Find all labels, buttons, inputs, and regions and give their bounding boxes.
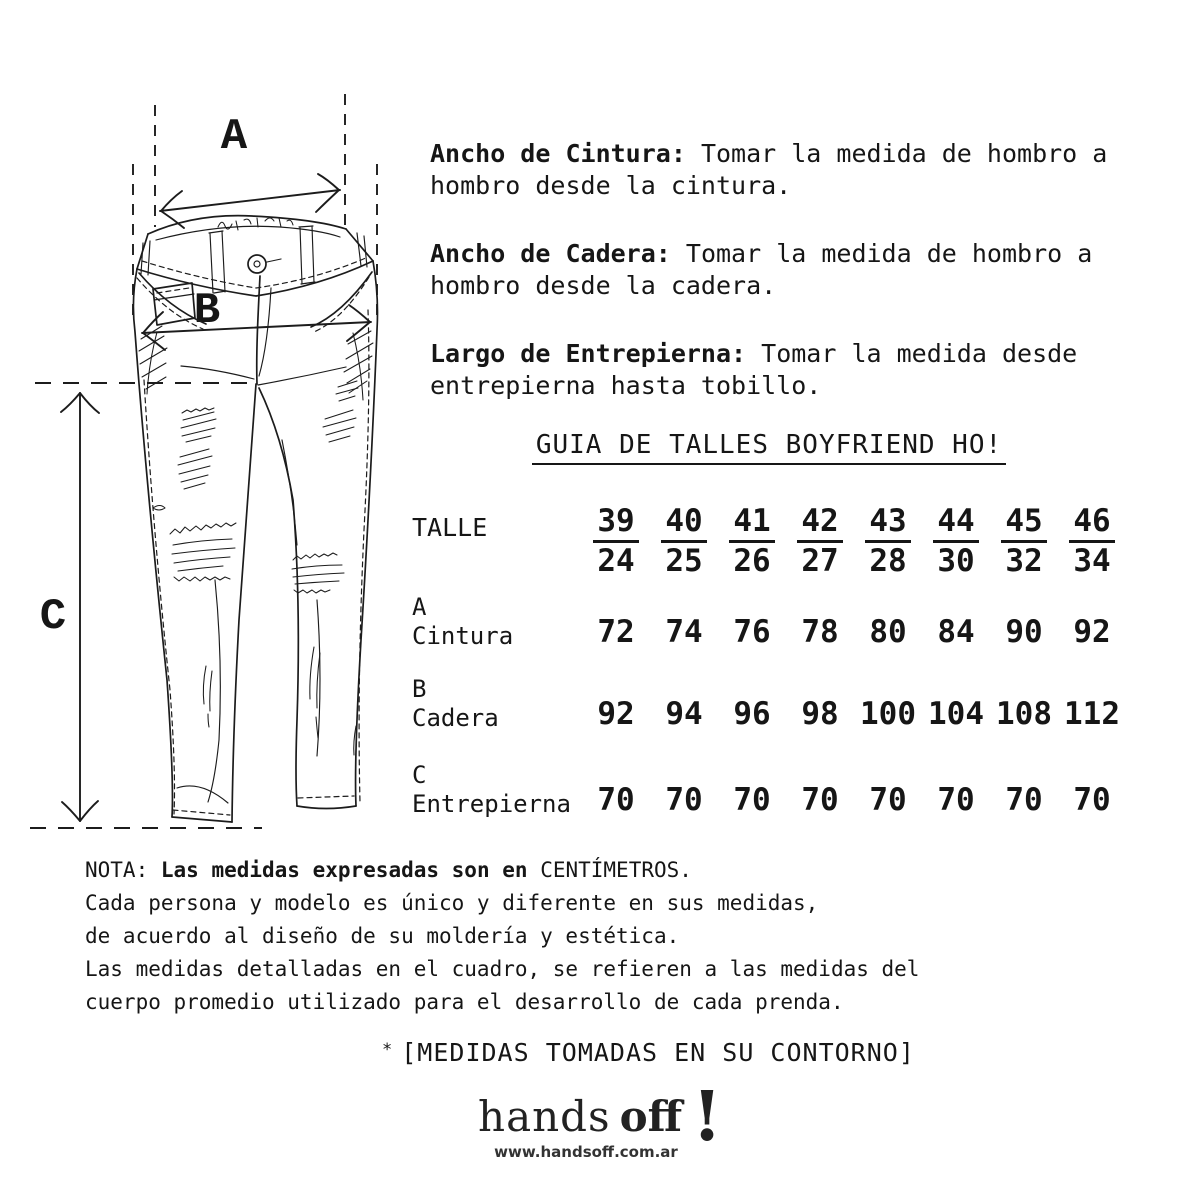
arrowhead <box>80 801 98 821</box>
brand-website: www.handsoff.com.ar <box>494 1143 678 1161</box>
entrepierna-value: 70 <box>1005 782 1043 819</box>
size-column-39-24: $\frac{39}{24}$ <box>582 505 650 577</box>
entrepierna-value: 70 <box>869 782 907 819</box>
cintura-value: 76 <box>733 614 771 651</box>
row-label-cintura: A Cintura <box>412 593 514 651</box>
size-column-41-26: $\frac{41}{26}$ <box>718 505 786 577</box>
brand-hands: hands <box>478 1092 611 1141</box>
size-column-43-28: $\frac{43}{28}$ <box>854 505 922 577</box>
arrowhead <box>61 393 80 412</box>
size-column-45-32: $\frac{45}{32}$ <box>990 505 1058 577</box>
cadera-value: 92 <box>597 696 635 733</box>
arrowhead <box>349 305 370 322</box>
waist-width-arrow <box>160 190 340 211</box>
instruction-hip <box>430 238 1107 302</box>
instruction-text: hombro desde la cadera. <box>430 271 777 300</box>
notes-block <box>85 854 919 1019</box>
note-line: Cada persona y modelo es único y diferente en sus medidas, <box>85 891 819 915</box>
size-table-title <box>412 430 1126 465</box>
instruction-label: Largo de Entrepierna: <box>430 339 747 368</box>
note-prefix: NOTA: <box>85 858 149 882</box>
cintura-value: 90 <box>1005 614 1043 651</box>
jeans-measurement-diagram <box>20 80 440 870</box>
instruction-inseam <box>430 338 1107 402</box>
measuring-instructions <box>430 138 1107 438</box>
arrowhead <box>62 802 80 821</box>
entrepierna-value: 70 <box>665 782 703 819</box>
note-bold: Las medidas expresadas son en <box>160 858 528 882</box>
brand-wordmark: hands off ! <box>478 1077 722 1157</box>
arrowhead <box>318 174 339 190</box>
cintura-value: 74 <box>665 614 703 651</box>
cadera-value: 104 <box>928 696 984 733</box>
cadera-value: 108 <box>996 696 1052 733</box>
row-label-entrepierna: C Entrepierna <box>412 761 571 819</box>
size-column-40-25: $\frac{40}{25}$ <box>650 505 718 577</box>
brand-logo <box>0 1077 1200 1161</box>
entrepierna-value: 70 <box>937 782 975 819</box>
note-line: cuerpo promedio utilizado para el desarrollo de cada prenda. <box>85 990 844 1014</box>
instruction-label: Ancho de Cintura: <box>430 139 686 168</box>
cintura-value: 80 <box>869 614 907 651</box>
entrepierna-value: 70 <box>597 782 635 819</box>
instruction-text: hombro desde la cintura. <box>430 171 792 200</box>
contour-text: [MEDIDAS TOMADAS EN SU CONTORNO] <box>401 1038 915 1067</box>
note-line: de acuerdo al diseño de su moldería y estética. <box>85 924 680 948</box>
size-column-42-27: $\frac{42}{27}$ <box>786 505 854 577</box>
table-row-entrepierna <box>412 761 1126 819</box>
waist-width-label: A <box>220 112 248 162</box>
arrowhead <box>80 393 99 413</box>
size-table-title-text: GUIA DE TALLES BOYFRIEND HO! <box>532 430 1006 465</box>
note-caps: CENTÍMETROS. <box>540 858 692 882</box>
hip-width-label: B <box>193 286 221 336</box>
instruction-text: Tomar la medida desde <box>761 339 1078 368</box>
table-row-cadera <box>412 675 1126 733</box>
size-table <box>412 430 1126 819</box>
cintura-value: 78 <box>801 614 839 651</box>
instruction-text: Tomar la medida de hombro a <box>685 239 1093 268</box>
instruction-text: Tomar la medida de hombro a <box>700 139 1108 168</box>
jeans-sketch <box>133 216 377 822</box>
size-header-row <box>412 505 1126 577</box>
cadera-value: 100 <box>860 696 916 733</box>
instruction-text: entrepierna hasta tobillo. <box>430 371 822 400</box>
talle-label: TALLE <box>412 513 488 542</box>
entrepierna-value: 70 <box>733 782 771 819</box>
cintura-value: 72 <box>597 614 635 651</box>
instruction-label: Ancho de Cadera: <box>430 239 671 268</box>
note-line: Las medidas detalladas en el cuadro, se refieren a las medidas del <box>85 957 920 981</box>
instruction-waist <box>430 138 1107 202</box>
entrepierna-value: 70 <box>801 782 839 819</box>
arrowhead <box>143 312 163 333</box>
note-line <box>85 854 919 887</box>
row-label-cadera: B Cadera <box>412 675 499 733</box>
cintura-value: 84 <box>937 614 975 651</box>
cadera-value: 96 <box>733 696 771 733</box>
contour-footnote <box>382 1038 915 1067</box>
inseam-length-label: C <box>39 592 67 642</box>
entrepierna-value: 70 <box>1073 782 1111 819</box>
hip-width-arrow <box>142 322 371 333</box>
cadera-value: 98 <box>801 696 839 733</box>
table-row-cintura <box>412 593 1126 651</box>
cadera-value: 94 <box>665 696 703 733</box>
size-column-44-30: $\frac{44}{30}$ <box>922 505 990 577</box>
cadera-value: 112 <box>1064 696 1120 733</box>
cintura-value: 92 <box>1073 614 1111 651</box>
brand-off: off <box>619 1092 683 1141</box>
asterisk-icon: * <box>382 1040 394 1060</box>
size-column-46-34: $\frac{46}{34}$ <box>1058 505 1126 577</box>
